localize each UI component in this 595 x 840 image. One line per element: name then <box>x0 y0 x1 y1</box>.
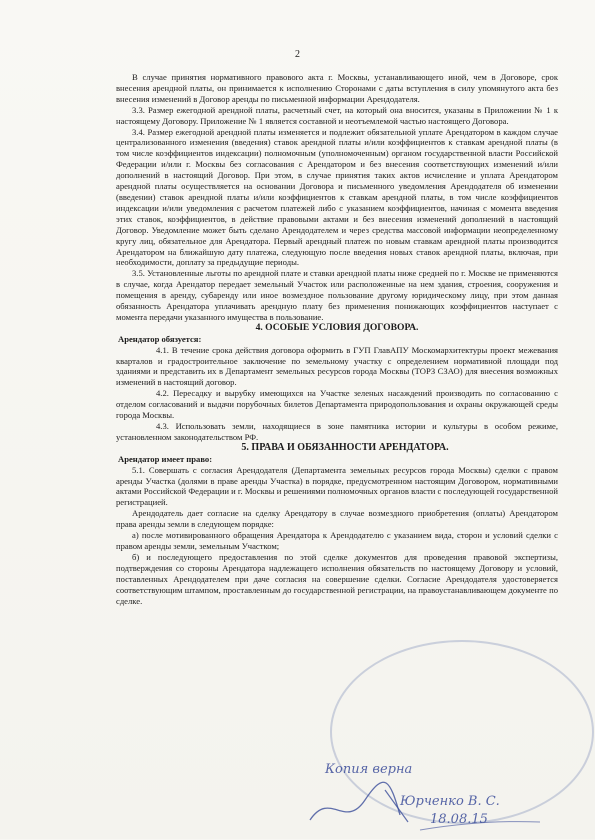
paragraph-3-5: 3.5. Установленные льготы по арендной плате и ставки арендной платы ниже средней по г. Москве не применяются в случае, когда Арендатор передает земельный Участок или расположенные на нем здания, строения, сооружения и помещения в аренду, субаренду или иное возмездное пользование другому юридическому лицу, при этом данная обязанность Арендатора уплачивать арендную плату без применения понижающих коэффициентов наступает с момента передачи указанного имущества в пользование. <box>116 268 558 322</box>
paragraph-5-1-a: а) после мотивированного обращения Арендатора к Арендодателю с указанием вида, сторон и условий сделки с правом аренды земли, земельным Участком; <box>116 530 558 551</box>
paragraph-4-1: 4.1. В течение срока действия договора оформить в ГУП ГлавАПУ Москомархитектуры проект межевания кварталов и градостроительное заключение по земельному участку с определением нормативной площади под зданиями и представить их в Департамент земельных ресурсов города Москвы (ТОРЗ СЗАО) для внесения возможных изменений в настоящий договор. <box>116 344 558 388</box>
page-number: 2 <box>295 49 300 60</box>
section-5-subheading: Арендатор имеет право: <box>118 453 213 464</box>
document-body <box>116 72 558 606</box>
paragraph-5-1-b: б) и последующего предоставления по этой сделке документов для проведения правовой экспертизы, подтверждения со стороны Арендатора надлежащего исполнения обязательств по настоящему Договору и условий, поставленных Арендодателем при даче согласия на совершение сделки. Согласие Арендодателя удостоверяется соответствующим штампом, проставленным до государственной регистрации, на правоустанавливающем документе по сделке. <box>116 551 558 606</box>
paragraph-4-3: 4.3. Использовать земли, находящиеся в зоне памятника истории и культуры в особом режиме, установленном законодательством РФ. <box>116 421 558 442</box>
paragraph-3-4: 3.4. Размер ежегодной арендной платы изменяется и подлежит обязательной уплате Арендатором в каждом случае централизованного изменения (введения) ставок арендной платы и/или коэффициентов к ставкам арендной платы (в том числе коэффициентов индексации) полномочным (уполномоченным) органом государственной власти Российской Федерации и/или г. Москвы без согласования с Арендатором и без внесения соответствующих изменений и/или дополнений в настоящий Договор. При этом, в случае принятия таких актов исчисление и уплата Арендатором арендной платы осуществляется на основании Договора и письменного уведомления Арендодателя об изменении (введении) ставок арендной платы и/или коэффициентов к ставкам арендной платы, в том числе коэффициентов индексации и/или уведомления с расчетом платежей либо с указанием коэффициентов, начиная с момента введения этих ставок, коэффициентов, в действие правовыми актами и без внесения изменений дополнений в настоящий Договор. Уведомление может быть сделано Арендодателем и через средства массовой информации неопределенному кругу лиц, обязательное для Арендатора. Первый арендный платеж по новым ставкам арендной платы производится Арендатором на ближайшую дату платежа, следующую после введения новых ставок арендной платы, включая, при необходимости, доплату за предыдущие периоды. <box>116 126 558 268</box>
section-4-title: 4. ОСОБЫЕ УСЛОВИЯ ДОГОВОРА. <box>255 321 419 333</box>
handwritten-certification <box>290 760 590 835</box>
paragraph-5-1-consent: Арендодатель дает согласие на сделку Арендатору в случае возмездного приобретения (оплаты) Арендатором права аренды земли в следующем порядке: <box>116 508 558 530</box>
section-5-title: 5. ПРАВА И ОБЯЗАННОСТИ АРЕНДАТОРА. <box>241 441 449 453</box>
section-4-subheading: Арендатор обязуется: <box>118 333 202 344</box>
handwritten-line-2: Юрченко В. С. <box>400 794 500 809</box>
paragraph-3-2-cont: В случае принятия нормативного правового акта г. Москвы, устанавливающего иной, чем в Договоре, срок внесения арендной платы, он принимается к исполнению Сторонами с даты вступления в силу упомянутого акта без внесения изменений в Договор аренды по письменной информации Арендодателя. <box>116 72 558 104</box>
paragraph-5-1: 5.1. Совершать с согласия Арендодателя (Департамента земельных ресурсов города Москвы) сделки с правом аренды Участка (долями в праве аренды Участка) в порядке, предусмотренном настоящим Договором, нормативными актами Российской Федерации и г. Москвы и решениями полномочных органов власти с последующей государственной регистрацией. <box>116 464 558 508</box>
paragraph-4-2: 4.2. Пересадку и вырубку имеющихся на Участке зеленых насаждений производить по согласованию с отделом согласований и выдачи порубочных билетов Департамента природопользования и охраны окружающей среды города Москвы. <box>116 388 558 421</box>
handwritten-date: 18.08.15 <box>430 812 488 827</box>
handwritten-line-1: Копия верна <box>325 762 413 777</box>
paragraph-3-3: 3.3. Размер ежегодной арендной платы, расчетный счет, на который она вносится, указаны в Приложении № 1 к настоящему Договору. Приложение № 1 является составной и неотъемлемой частью настоящего Договора. <box>116 104 558 126</box>
